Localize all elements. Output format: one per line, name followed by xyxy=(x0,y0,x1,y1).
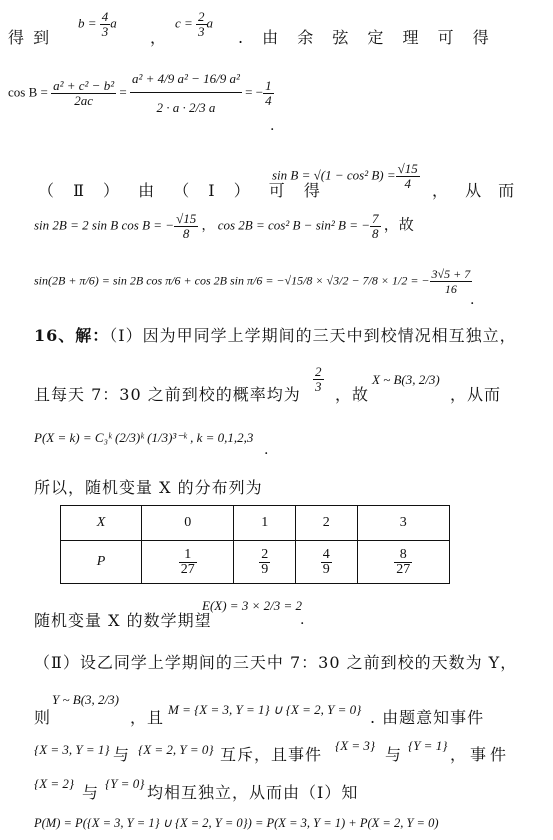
prob-cell: $\frac{1}{27}$ xyxy=(142,541,234,584)
fraction: $\frac{\text{a² + c² − b²}}{2ac}$ xyxy=(53,78,115,108)
sinB-expression: sin B = √(1 − cos² B) = $\frac{√15}{4}$ xyxy=(272,161,418,191)
text-yu: 与 xyxy=(113,745,132,764)
distribution-intro: 所以，随机变量 X 的分布列为 xyxy=(34,478,263,497)
value-cell: 1 xyxy=(234,506,296,541)
question-16-line xyxy=(34,323,517,346)
period: . xyxy=(264,442,269,458)
fraction: $\frac{4}{3}$ xyxy=(101,9,109,39)
final-probability-expression: P(M) = P({X = 3, Y = 1} ∪ {X = 2, Y = 0}) = P(X = 3, Y = 1) + P(X = 2, Y = 0) xyxy=(34,816,439,830)
prob-cell: $\frac{8}{27}$ xyxy=(357,541,449,584)
fraction: $\frac{1}{4}$ xyxy=(265,78,272,108)
event-M-definition: M = {X = 3, Y = 1} ∪ {X = 2, Y = 0} xyxy=(168,702,362,717)
text-cong-er: ，从而 xyxy=(450,385,502,404)
distribution-table xyxy=(60,505,450,584)
derive-b-c-line xyxy=(8,25,51,48)
text-independent: 均相互独立，从而由（Ⅰ）知 xyxy=(147,783,359,802)
event-X3: {X = 3} xyxy=(335,738,376,753)
table-row xyxy=(61,541,450,584)
period: . xyxy=(270,118,275,134)
text-yu: 与 xyxy=(385,745,404,764)
value-cell: 0 xyxy=(142,506,234,541)
text-event: ，事件 xyxy=(450,745,511,764)
text-event-intro: . 由题意知事件 xyxy=(370,708,485,727)
text-mutually-exclusive: 互斥，且事件 xyxy=(220,745,323,764)
header-P: P xyxy=(61,541,142,584)
c-value-expr: c = $\frac{2}{3}$ a xyxy=(175,9,214,39)
fraction: $\frac{2}{3}$ xyxy=(315,364,322,394)
header-X: X xyxy=(61,506,142,541)
b-value-expr: b = $\frac{4}{3}$ a xyxy=(78,9,117,39)
text-cong-er: ， 从 而 xyxy=(432,181,521,200)
fraction: $\frac{\text{a² + 4/9 a² − 16/9 a²}}{2 \cdot a \cdot 2/3 a}$ xyxy=(131,71,240,115)
fraction: $\frac{7}{8}$ xyxy=(372,211,379,241)
pmf-expression: P(X = k) = C₃ᵏ (2/3)ᵏ (1/3)³⁻ᵏ , k = 0,1,2,3 xyxy=(34,430,254,445)
expectation-expression: E(X) = 3 × 2/3 = 2 xyxy=(202,598,302,613)
question-label: 16、解： xyxy=(34,326,110,345)
text-qie: ，且 xyxy=(130,708,165,727)
daily-probability-text: 且每天 7：30 之前到校的概率均为 xyxy=(34,385,301,404)
fraction: $\frac{√15}{8}$ xyxy=(176,211,197,241)
part-two-intro: （ Ⅱ ） 由 （ Ⅰ ） 可 得 xyxy=(38,181,327,200)
period: . xyxy=(300,612,305,628)
fraction: $\frac{√15}{4}$ xyxy=(397,161,418,191)
period: . xyxy=(470,292,475,308)
sin2B-expression: sin 2B = 2 sin B cos B = − $\frac{√15}{8}$ ， cos 2B = cos² B − sin² B = − $\frac{7}{8}$ ，故 xyxy=(34,211,414,241)
question-text: （Ⅰ）因为甲同学上学期间的三天中到校情况相互独立， xyxy=(109,326,517,345)
prob-cell: $\frac{4}{9}$ xyxy=(295,541,357,584)
binomial-Y: Y ~ B(3, 2/3) xyxy=(52,692,119,707)
event-X2-Y0: {X = 2, Y = 0} xyxy=(138,742,214,757)
comma: ， xyxy=(150,28,169,47)
event-Y0: {Y = 0} xyxy=(105,776,145,791)
expectation-text: 随机变量 X 的数学期望 xyxy=(34,611,212,630)
probability-fraction xyxy=(313,365,324,394)
table-row xyxy=(61,506,450,541)
fraction: $\frac{2}{3}$ xyxy=(198,9,205,39)
text-law-of-cosines: . 由 余 弦 定 理 可 得 xyxy=(238,28,496,47)
value-cell: 3 xyxy=(357,506,449,541)
prob-cell: $\frac{2}{9}$ xyxy=(234,541,296,584)
text-gu: ，故 xyxy=(335,385,370,404)
sin-sum-expression: sin(2B + π/6) = sin 2B cos π/6 + cos 2B sin π/6 = −√15/8 × √3/2 − 7/8 × 1/2 = − $\frac{3√5 + 7}{16}$ xyxy=(34,267,471,296)
text-ze: 则 xyxy=(34,708,53,727)
event-Y1: {Y = 1} xyxy=(408,738,448,753)
text-de-dao: 得 到 xyxy=(8,28,52,47)
value-cell: 2 xyxy=(295,506,357,541)
part-two-b-text: （Ⅱ）设乙同学上学期间的三天中 7：30 之前到校的天数为 Y， xyxy=(34,653,518,672)
event-X3-Y1: {X = 3, Y = 1} xyxy=(34,742,110,757)
event-X2: {X = 2} xyxy=(34,776,75,791)
cosB-expression: cos B = $\frac{\text{a² + c² − b²}}{2ac}$ = $\frac{\text{a² + 4/9 a² − 16/9 a²}}{2 \cdot a \cdot 2/3 a}$ = − $\frac{1}{4}$ xyxy=(8,71,272,115)
fraction: $\frac{3√5 + 7}{16}$ xyxy=(431,267,471,296)
text-yu: 与 xyxy=(82,783,101,802)
binomial-X: X ~ B(3, 2/3) xyxy=(372,372,440,387)
